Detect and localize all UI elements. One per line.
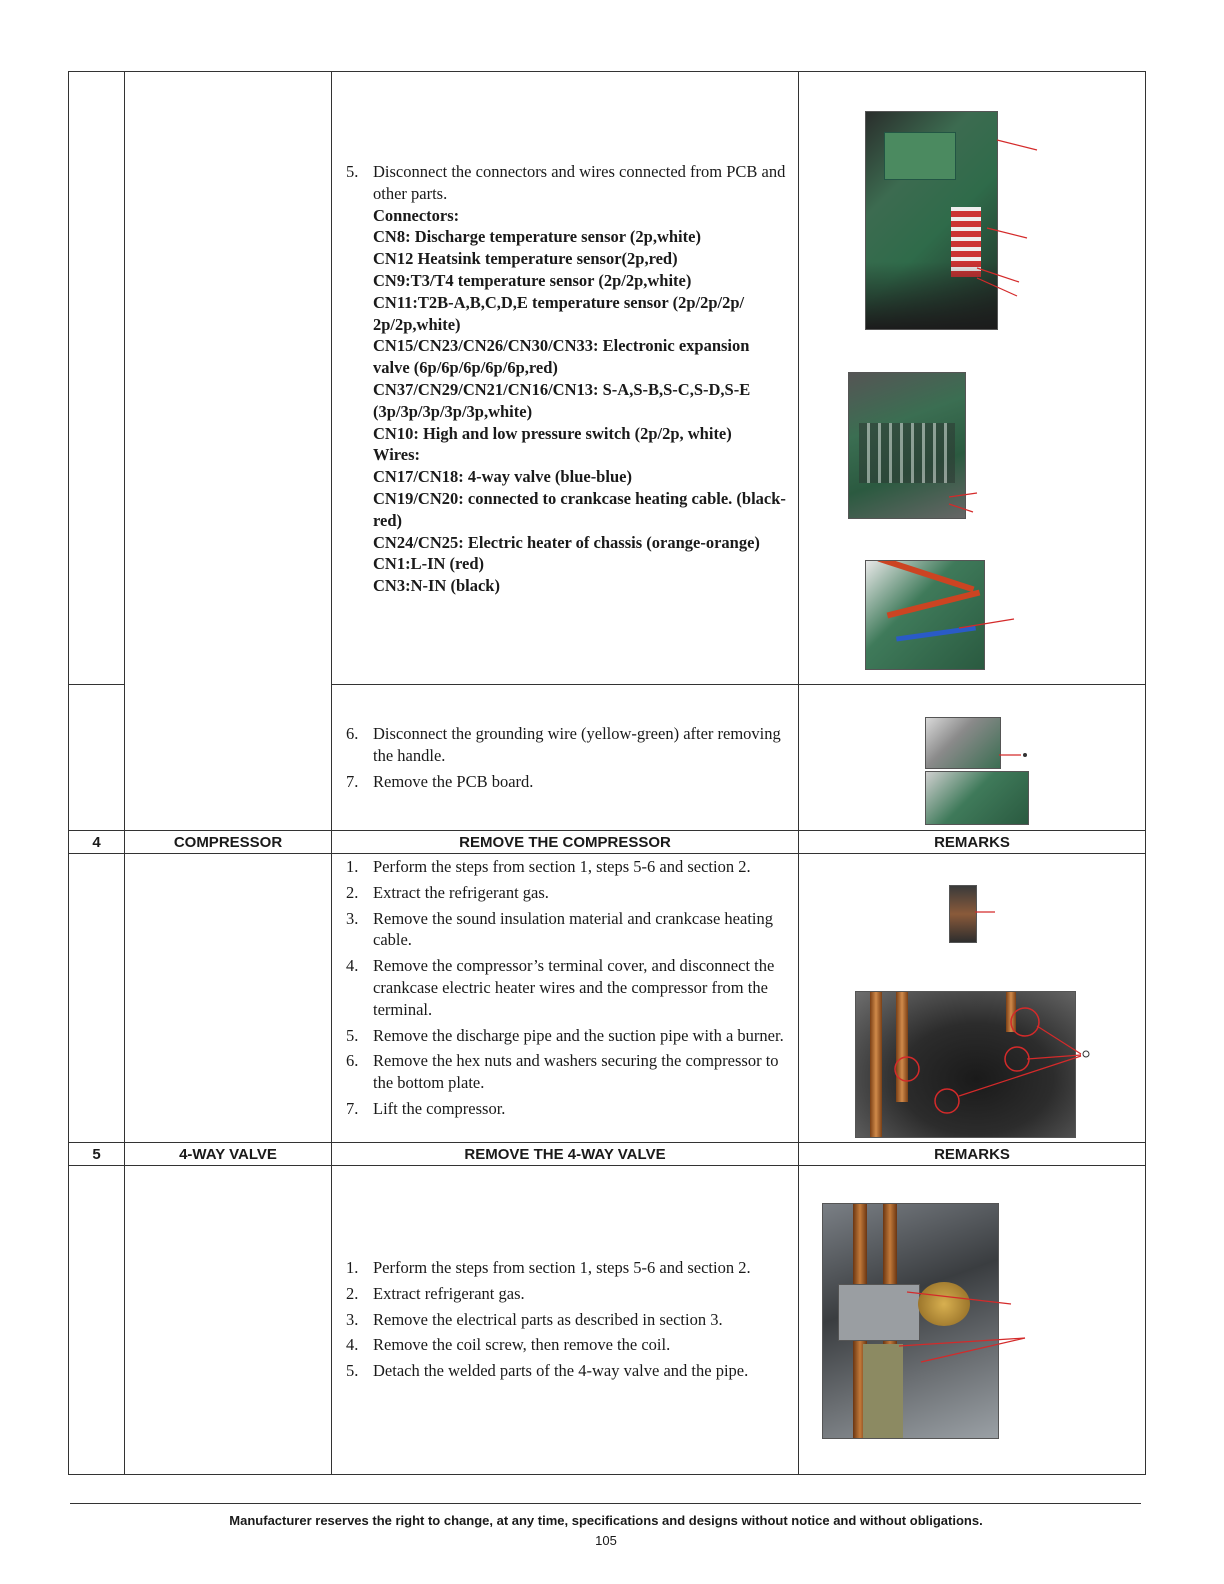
step-text: Extract the refrigerant gas. bbox=[373, 882, 549, 902]
step-number: 3. bbox=[346, 908, 359, 928]
remarks-heading: REMARKS bbox=[799, 1143, 1146, 1166]
image-cell bbox=[799, 72, 1146, 685]
connector-item: CN15/CN23/CN26/CN30/CN33: Electronic expansion valve (6p/6p/6p/6p/6p,red) bbox=[373, 336, 750, 378]
step-text: Remove the discharge pipe and the suction pipe with a burner. bbox=[373, 1025, 784, 1045]
callout-arrows bbox=[799, 685, 1146, 831]
callout-arrow bbox=[949, 493, 977, 497]
list-item bbox=[346, 882, 790, 904]
wire-item: CN17/CN18: 4-way valve (blue-blue) bbox=[373, 467, 632, 487]
image-cell bbox=[799, 854, 1146, 1143]
callout-arrow bbox=[959, 619, 1014, 628]
step-number: 5. bbox=[346, 1025, 359, 1045]
step-text: Lift the compressor. bbox=[373, 1098, 506, 1118]
callout-arrow bbox=[977, 268, 1019, 282]
callout-arrows bbox=[799, 72, 1146, 685]
step-list bbox=[332, 72, 798, 597]
wire-item: CN1:L-IN (red) bbox=[373, 554, 485, 574]
section-title: REMOVE THE COMPRESSOR bbox=[332, 831, 799, 854]
step-number: 1. bbox=[346, 1258, 359, 1277]
disassembly-table bbox=[68, 71, 1146, 1475]
footer-disclaimer: Manufacturer reserves the right to change, at any time, specifications and designs without notice and without obligations. bbox=[229, 1513, 983, 1528]
connector-item: CN12 Heatsink temperature sensor(2p,red) bbox=[373, 249, 678, 269]
step-number: 6. bbox=[346, 1051, 359, 1071]
connector-item: CN11:T2B-A,B,C,D,E temperature sensor (2p/2p/2p/ 2p/2p,white) bbox=[373, 292, 745, 334]
wire-item: CN24/CN25: Electric heater of chassis (orange-orange) bbox=[373, 532, 760, 552]
remarks-heading: REMARKS bbox=[799, 831, 1146, 854]
step-number: 3. bbox=[346, 1309, 359, 1329]
step-number: 2. bbox=[346, 1283, 359, 1303]
part-cell-empty bbox=[125, 854, 332, 1143]
connector-item: CN10: High and low pressure switch (2p/2p, white) bbox=[373, 423, 732, 443]
list-item bbox=[346, 771, 790, 793]
callout-arrows bbox=[799, 1166, 1146, 1475]
section-title: REMOVE THE 4-WAY VALVE bbox=[332, 1143, 799, 1166]
step-number: 5. bbox=[346, 162, 359, 181]
list-item bbox=[346, 908, 790, 952]
list-item bbox=[346, 723, 790, 767]
section-name: 4-WAY VALVE bbox=[125, 1143, 332, 1166]
callout-arrow bbox=[1037, 1026, 1081, 1054]
step-number: 2. bbox=[346, 882, 359, 902]
step-text: Perform the steps from section 1, steps 5-6 and section 2. bbox=[373, 857, 751, 876]
section-4-body bbox=[69, 854, 1146, 1143]
instruction-cell bbox=[332, 685, 799, 831]
callout-marker bbox=[1023, 753, 1027, 757]
callout-arrow bbox=[907, 1292, 1011, 1304]
list-item bbox=[346, 856, 790, 878]
step-text: Perform the steps from section 1, steps 5-6 and section 2. bbox=[373, 1258, 751, 1277]
step-number: 4. bbox=[346, 956, 359, 976]
connector-list bbox=[373, 205, 790, 597]
image-cell bbox=[799, 685, 1146, 831]
list-item bbox=[346, 1050, 790, 1094]
list-item bbox=[346, 1257, 790, 1279]
list-item bbox=[346, 1283, 790, 1305]
step-number: 7. bbox=[346, 1098, 359, 1118]
callout-arrow bbox=[987, 228, 1027, 238]
step-text: Remove the coil screw, then remove the coil. bbox=[373, 1335, 671, 1355]
step-number: 6. bbox=[346, 724, 359, 743]
section-number: 5 bbox=[69, 1143, 125, 1166]
part-cell-empty bbox=[125, 72, 332, 831]
wire-item: CN3:N-IN (black) bbox=[373, 576, 500, 596]
list-item bbox=[346, 1025, 790, 1047]
step-text: Remove the compressor’s terminal cover, and disconnect the crankcase electric heater wires and the compressor from the terminal. bbox=[373, 956, 775, 1019]
number-cell-empty bbox=[69, 854, 125, 1143]
step-text: Remove the electrical parts as described in section 3. bbox=[373, 1309, 723, 1329]
section-name: COMPRESSOR bbox=[125, 831, 332, 854]
callout-arrow bbox=[977, 278, 1017, 296]
footer-divider bbox=[70, 1503, 1141, 1504]
instruction-cell bbox=[332, 854, 799, 1143]
callout-circle bbox=[1005, 1047, 1029, 1071]
part-cell-empty bbox=[125, 1166, 332, 1475]
instruction-cell bbox=[332, 72, 799, 685]
step-number: 4. bbox=[346, 1335, 359, 1355]
step-list bbox=[332, 854, 798, 1120]
callout-circle bbox=[895, 1057, 919, 1081]
step-list bbox=[332, 685, 798, 792]
step-text: Remove the PCB board. bbox=[373, 771, 534, 791]
wire-item: CN19/CN20: connected to crankcase heating cable. (black-red) bbox=[373, 488, 786, 530]
wires-heading: Wires: bbox=[373, 445, 421, 465]
list-item bbox=[346, 1098, 790, 1120]
number-cell-empty bbox=[69, 685, 125, 831]
list-item bbox=[346, 1334, 790, 1356]
callout-marker bbox=[1083, 1051, 1089, 1057]
connector-item: CN8: Discharge temperature sensor (2p,white) bbox=[373, 227, 701, 247]
row-pcb-connectors bbox=[69, 72, 1146, 685]
step-text: Remove the hex nuts and washers securing the compressor to the bottom plate. bbox=[373, 1051, 779, 1093]
section-4-header bbox=[69, 831, 1146, 854]
number-cell-empty bbox=[69, 1166, 125, 1475]
page-number: 105 bbox=[595, 1533, 617, 1548]
image-cell bbox=[799, 1166, 1146, 1475]
step-number: 7. bbox=[346, 771, 359, 791]
callout-arrow bbox=[997, 140, 1037, 150]
list-item bbox=[346, 161, 790, 597]
connector-item: CN37/CN29/CN21/CN16/CN13: S-A,S-B,S-C,S-D,S-E (3p/3p/3p/3p/3p,white) bbox=[373, 379, 751, 421]
step-list bbox=[332, 1166, 798, 1382]
callout-arrow bbox=[949, 504, 973, 512]
step-text: Extract refrigerant gas. bbox=[373, 1283, 525, 1303]
number-cell-empty bbox=[69, 72, 125, 685]
step-text: Disconnect the grounding wire (yellow-green) after removing the handle. bbox=[373, 724, 781, 765]
callout-circle bbox=[1011, 1008, 1039, 1036]
step-text: Disconnect the connectors and wires connected from PCB and other parts. bbox=[373, 162, 786, 203]
connector-item: CN9:T3/T4 temperature sensor (2p/2p,white) bbox=[373, 270, 692, 290]
list-item bbox=[346, 1360, 790, 1382]
section-5-header bbox=[69, 1143, 1146, 1166]
step-text: Remove the sound insulation material and crankcase heating cable. bbox=[373, 908, 773, 950]
callout-arrows bbox=[799, 854, 1146, 1143]
step-text: Detach the welded parts of the 4-way valve and the pipe. bbox=[373, 1361, 749, 1381]
callout-arrow bbox=[959, 1056, 1081, 1096]
step-number: 1. bbox=[346, 857, 359, 876]
section-number: 4 bbox=[69, 831, 125, 854]
callout-circle bbox=[935, 1089, 959, 1113]
instruction-cell bbox=[332, 1166, 799, 1475]
list-item bbox=[346, 955, 790, 1020]
section-5-body bbox=[69, 1166, 1146, 1475]
connectors-heading: Connectors: bbox=[373, 205, 460, 225]
step-number: 5. bbox=[346, 1361, 359, 1381]
list-item bbox=[346, 1309, 790, 1331]
